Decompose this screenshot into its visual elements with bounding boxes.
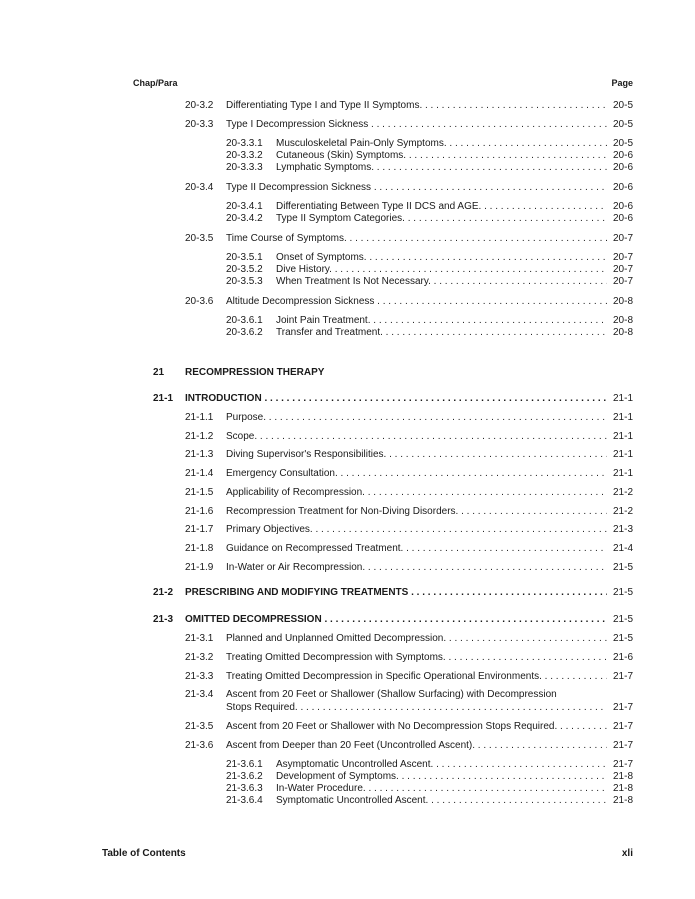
toc-entry-title: Lymphatic Symptoms. . . .	[276, 162, 607, 174]
toc-entry[interactable]	[226, 795, 633, 807]
toc-entry[interactable]	[185, 721, 633, 733]
toc-entry-page: 21-7	[612, 759, 633, 770]
toc-entry[interactable]	[153, 393, 633, 405]
toc-entry[interactable]	[185, 652, 633, 664]
toc-entry-title: Guidance on Recompressed Treatment. . . .	[226, 543, 607, 555]
toc-entry-title: OMITTED DECOMPRESSION . . .	[185, 614, 607, 626]
toc-entry-number: 21-3.6.4	[226, 795, 263, 806]
toc-entry[interactable]	[185, 543, 633, 555]
toc-entry[interactable]	[185, 524, 633, 536]
toc-entry-title-continued: Stops Required. . . .	[226, 702, 607, 714]
toc-entry-number: 21-1.4	[185, 468, 214, 479]
toc-entry-title: Time Course of Symptoms. . . .	[226, 233, 607, 245]
toc-entry-number: 21-1	[153, 393, 174, 404]
toc-entry-page: 20-7	[612, 233, 633, 244]
toc-entry-page: 21-8	[612, 795, 633, 806]
toc-entry-title: Purpose. . . .	[226, 412, 607, 424]
toc-entry-number: 20-3.3.2	[226, 150, 263, 161]
toc-entry[interactable]	[226, 771, 633, 783]
toc-entry[interactable]	[185, 487, 633, 499]
toc-entry-page: 20-6	[612, 213, 633, 224]
header-page: Page	[611, 78, 633, 88]
toc-entry-title: Differentiating Between Type II DCS and AGE. . . .	[276, 201, 607, 213]
toc-entry-title: INTRODUCTION . . .	[185, 393, 607, 405]
toc-entry[interactable]	[185, 506, 633, 518]
toc-entry-number: 20-3.6.2	[226, 327, 263, 338]
toc-entry[interactable]	[226, 150, 633, 162]
toc-entry-number: 20-3.3.1	[226, 138, 263, 149]
toc-entry-number: 21-2	[153, 587, 174, 598]
toc-entry-page: 20-6	[612, 162, 633, 173]
toc-entry[interactable]	[226, 783, 633, 795]
toc-entry-number: 20-3.4.2	[226, 213, 263, 224]
toc-entry-page: 21-2	[612, 487, 633, 498]
toc-entry[interactable]	[226, 201, 633, 213]
toc-entry[interactable]	[185, 671, 633, 683]
toc-entry-number: 21-1.7	[185, 524, 214, 535]
toc-entry[interactable]	[226, 759, 633, 771]
toc-entry-page: 20-8	[612, 327, 633, 338]
toc-entry-number: 20-3.3	[185, 119, 214, 130]
toc-entry-page: 20-8	[612, 315, 633, 326]
toc-entry-page: 21-8	[612, 771, 633, 782]
toc-entry-title: Onset of Symptoms. . . .	[276, 252, 607, 264]
toc-entry[interactable]	[185, 182, 633, 194]
toc-entry-number: 20-3.5	[185, 233, 214, 244]
toc-entry-number: 21-1.8	[185, 543, 214, 554]
toc-entry-number: 21-1.6	[185, 506, 214, 517]
toc-entry-page: 21-5	[612, 614, 633, 625]
toc-entry-page: 20-8	[612, 296, 633, 307]
toc-entry-title: Altitude Decompression Sickness . . .	[226, 296, 607, 308]
toc-entry-title: Joint Pain Treatment. . . .	[276, 315, 607, 327]
toc-entry-number: 21-3.6.2	[226, 771, 263, 782]
toc-entry-page: 20-7	[612, 264, 633, 275]
toc-entry-number: 20-3.2	[185, 100, 214, 111]
toc-entry-title: Type I Decompression Sickness . . .	[226, 119, 607, 131]
toc-entry-title: Scope. . . .	[226, 431, 607, 443]
toc-entry-number: 21-3.1	[185, 633, 214, 644]
toc-entry[interactable]	[153, 587, 633, 599]
toc-entry-page: 21-8	[612, 783, 633, 794]
header-chap-para: Chap/Para	[133, 78, 178, 88]
toc-entry[interactable]	[226, 315, 633, 327]
toc-entry-title: Ascent from Deeper than 20 Feet (Uncontrolled Ascent). . . .	[226, 740, 607, 752]
toc-entry-number: 20-3.6.1	[226, 315, 263, 326]
toc-entry-number: 21-3.4	[185, 689, 214, 700]
toc-entry-number: 21-3.6.1	[226, 759, 263, 770]
toc-entry-page: 21-6	[612, 652, 633, 663]
toc-entry-title: Emergency Consultation. . . .	[226, 468, 607, 480]
toc-entry-page: 21-5	[612, 633, 633, 644]
toc-entry[interactable]	[185, 449, 633, 461]
toc-entry-number: 21-1.5	[185, 487, 214, 498]
toc-entry-number: 21-3.6	[185, 740, 214, 751]
toc-entry-title: PRESCRIBING AND MODIFYING TREATMENTS . . .	[185, 587, 607, 599]
toc-entry-title: Primary Objectives. . . .	[226, 524, 607, 536]
toc-entry[interactable]	[226, 264, 633, 276]
toc-entry[interactable]	[185, 633, 633, 645]
toc-entry-title: Dive History. . . .	[276, 264, 607, 276]
toc-entry-page: 21-4	[612, 543, 633, 554]
toc-entry-number: 21-1.3	[185, 449, 214, 460]
toc-entry[interactable]	[185, 296, 633, 308]
toc-entry-page: 21-1	[612, 393, 633, 404]
toc-entry-page: 20-7	[612, 276, 633, 287]
toc-entry-title: Cutaneous (Skin) Symptoms. . . .	[276, 150, 607, 162]
toc-entry-page: 21-1	[612, 412, 633, 423]
toc-entry-page: 21-2	[612, 506, 633, 517]
toc-entry-page: 20-6	[612, 182, 633, 193]
toc-entry-number: 21-3	[153, 614, 174, 625]
toc-entry-page: 20-6	[612, 201, 633, 212]
toc-entry-number: 21-3.3	[185, 671, 214, 682]
toc-entry[interactable]	[185, 562, 633, 574]
toc-entry-title: Differentiating Type I and Type II Symptoms. . . .	[226, 100, 607, 112]
toc-entry-page: 20-5	[612, 119, 633, 130]
toc-entry[interactable]	[185, 100, 633, 112]
toc-entry-number: 20-3.5.1	[226, 252, 263, 263]
toc-entry-title: Type II Symptom Categories. . . .	[276, 213, 607, 225]
toc-entry[interactable]	[185, 119, 633, 131]
toc-entry[interactable]	[226, 327, 633, 339]
toc-entry-page: 21-3	[612, 524, 633, 535]
toc-entry-title: Diving Supervisor's Responsibilities. . . .	[226, 449, 607, 461]
toc-entry-title: Treating Omitted Decompression in Specific Operational Environments. . . .	[226, 671, 607, 683]
toc-entry-title: Asymptomatic Uncontrolled Ascent. . . .	[276, 759, 607, 771]
toc-entry[interactable]	[185, 412, 633, 424]
toc-entry-number: 20-3.4.1	[226, 201, 263, 212]
toc-entry-title: Planned and Unplanned Omitted Decompression. . . .	[226, 633, 607, 645]
toc-entry-title: In-Water or Air Recompression. . . .	[226, 562, 607, 574]
toc-entry-title: Type II Decompression Sickness . . .	[226, 182, 607, 194]
toc-entry[interactable]	[226, 252, 633, 264]
footer-title: Table of Contents	[102, 848, 186, 859]
toc-entry-title: When Treatment Is Not Necessary. . . .	[276, 276, 607, 288]
toc-entry-number: 20-3.6	[185, 296, 214, 307]
toc-entry-page: 20-5	[612, 100, 633, 111]
toc-entry-number: 21-3.5	[185, 721, 214, 732]
toc-entry-title: Applicability of Recompression. . . .	[226, 487, 607, 499]
toc-entry[interactable]	[185, 431, 633, 443]
toc-entry-number: 21-3.2	[185, 652, 214, 663]
toc-entry-title: Development of Symptoms. . . .	[276, 771, 607, 783]
toc-entry-page: 21-1	[612, 468, 633, 479]
toc-entry[interactable]	[226, 138, 633, 150]
toc-entry-page: 21-5	[612, 562, 633, 573]
toc-entry-page: 20-7	[612, 252, 633, 263]
toc-entry-title: Transfer and Treatment. . . .	[276, 327, 607, 339]
toc-entry-number: 21-1.1	[185, 412, 214, 423]
toc-entry[interactable]	[153, 614, 633, 626]
toc-entry-page: 21-7	[612, 740, 633, 751]
toc-entry[interactable]	[185, 233, 633, 245]
toc-entry-title: In-Water Procedure. . . .	[276, 783, 607, 795]
toc-entry[interactable]	[185, 689, 633, 715]
toc-entry-page: 21-7	[612, 671, 633, 682]
toc-entry-page: 21-1	[612, 449, 633, 460]
toc-entry-number: 21-1.2	[185, 431, 214, 442]
footer-page-number: xli	[621, 848, 633, 859]
toc-entry-number: 20-3.3.3	[226, 162, 263, 173]
toc-entry-page: 21-1	[612, 431, 633, 442]
toc-entry-title: Ascent from 20 Feet or Shallower (Shallow Surfacing) with Decompression	[226, 689, 557, 700]
toc-entry-number: 20-3.5.2	[226, 264, 263, 275]
toc-entry-number: 20-3.4	[185, 182, 214, 193]
toc-entry-title: Recompression Treatment for Non-Diving Disorders. . . .	[226, 506, 607, 518]
toc-entry[interactable]	[185, 468, 633, 480]
toc-entry[interactable]	[226, 276, 633, 288]
toc-entry-number: 21-3.6.3	[226, 783, 263, 794]
toc-entry-page: 21-7	[612, 721, 633, 732]
toc-entry-number: 21-1.9	[185, 562, 214, 573]
toc-entry-title: Symptomatic Uncontrolled Ascent. . . .	[276, 795, 607, 807]
toc-entry-title: Musculoskeletal Pain-Only Symptoms. . . .	[276, 138, 607, 150]
toc-entry[interactable]	[226, 162, 633, 174]
toc-entry[interactable]	[226, 213, 633, 225]
toc-entry-title: Ascent from 20 Feet or Shallower with No Decompression Stops Required. . . .	[226, 721, 607, 733]
toc-entry-number: 20-3.5.3	[226, 276, 263, 287]
toc-entry-page: 21-5	[612, 587, 633, 598]
toc-entry-page: 20-6	[612, 150, 633, 161]
chapter-title: RECOMPRESSION THERAPY	[185, 367, 325, 378]
toc-entry-page: 21-7	[612, 702, 633, 713]
toc-entry-page: 20-5	[612, 138, 633, 149]
toc-entry-title: Treating Omitted Decompression with Symptoms. . . .	[226, 652, 607, 664]
chapter-number: 21	[153, 367, 165, 378]
toc-entry[interactable]	[185, 740, 633, 752]
